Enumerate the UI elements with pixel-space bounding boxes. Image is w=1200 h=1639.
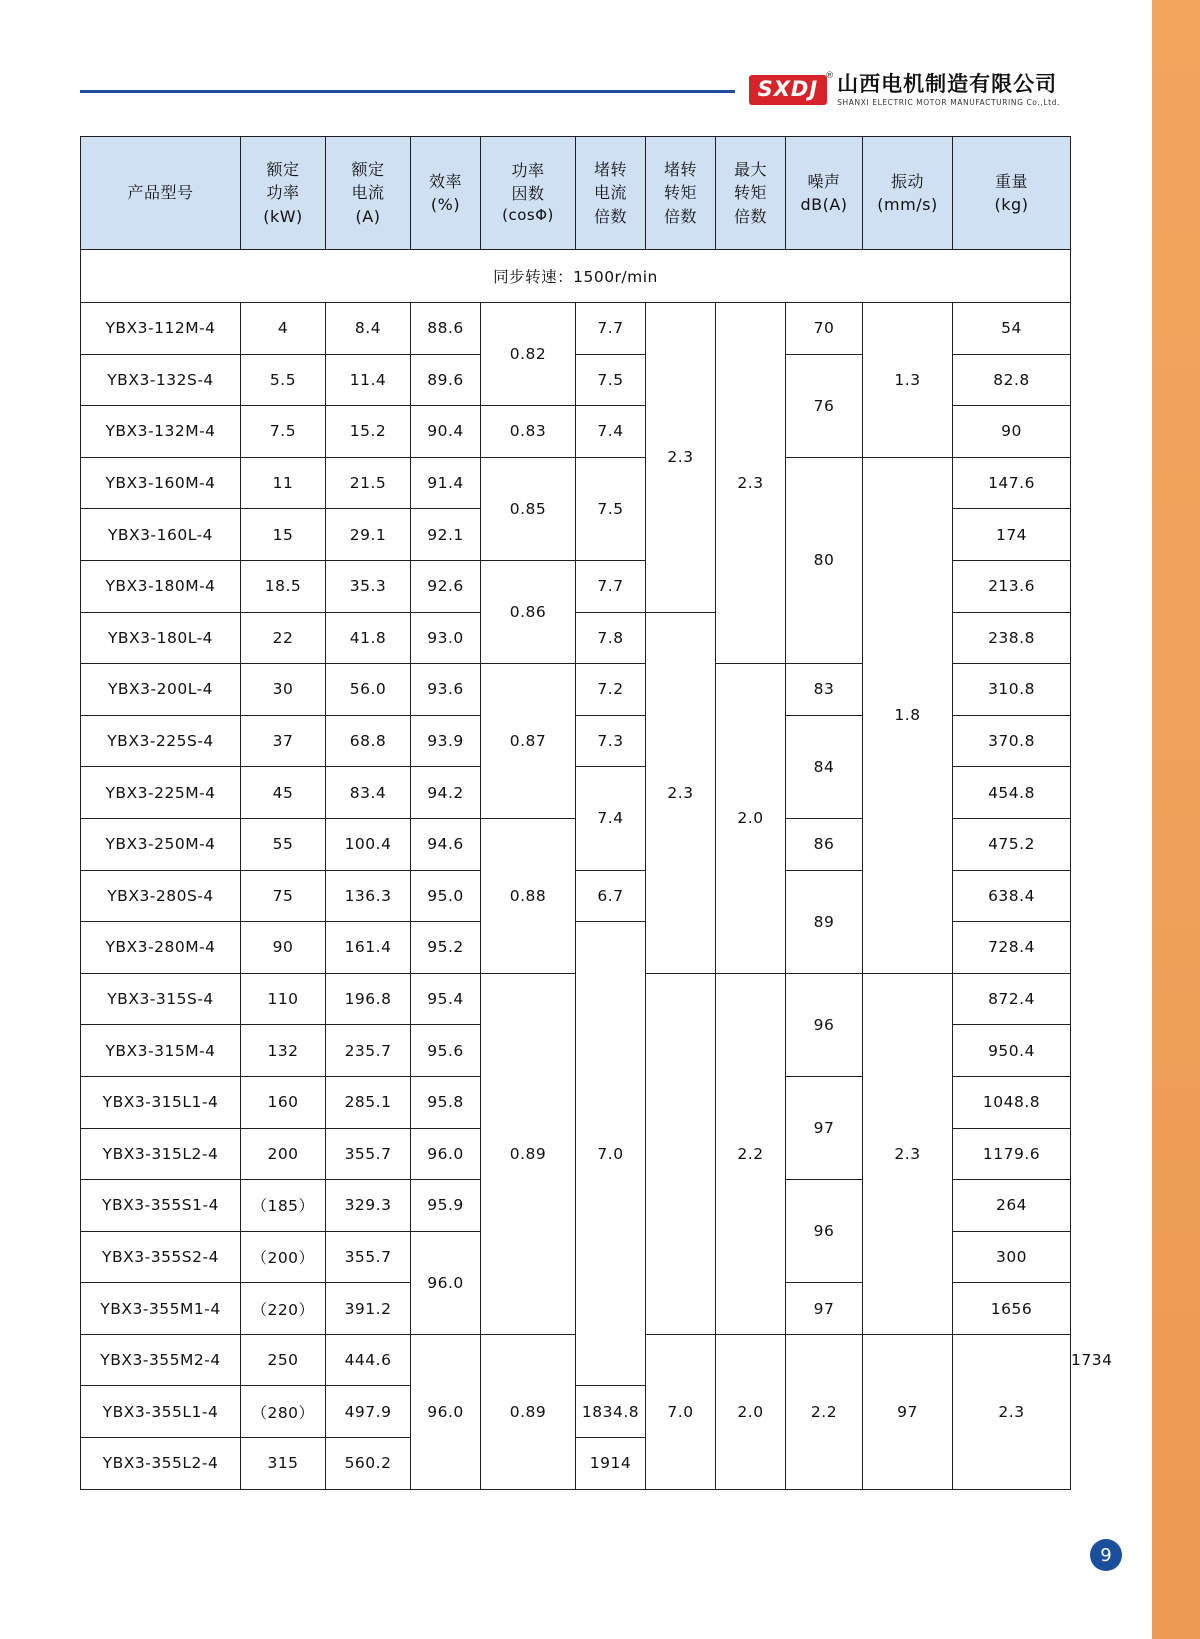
cell-max-torque: 2.2 (786, 1334, 863, 1489)
cell-weight: 638.4 (953, 870, 1071, 922)
registered-mark-icon: ® (825, 71, 835, 82)
company-name-cn: 山西电机制造有限公司 (837, 72, 1058, 97)
cell-locked-torque: 2.0 (716, 1334, 786, 1489)
cell-locked-torque: 2.3 (646, 303, 716, 613)
cell-efficiency: 94.6 (411, 818, 481, 870)
cell-locked-current: 7.0 (576, 922, 646, 1386)
cell-model: YBX3-160M-4 (81, 457, 241, 509)
cell-vibration: 1.8 (863, 457, 953, 973)
cell-efficiency: 96.0 (411, 1128, 481, 1180)
cell-locked-current: 6.7 (576, 870, 646, 922)
cell-power: （220） (241, 1283, 326, 1335)
cell-weight: 310.8 (953, 664, 1071, 716)
cell-current: 444.6 (326, 1334, 411, 1386)
section-title: 同步转速：1500r/min (81, 250, 1071, 303)
cell-model: YBX3-280M-4 (81, 922, 241, 974)
cell-noise: 97 (786, 1076, 863, 1179)
section-title-row (81, 250, 1071, 303)
cell-efficiency: 95.2 (411, 922, 481, 974)
cell-current: 21.5 (326, 457, 411, 509)
cell-power: 15 (241, 509, 326, 561)
cell-power: 250 (241, 1334, 326, 1386)
cell-max-torque: 2.0 (716, 664, 786, 974)
cell-weight: 264 (953, 1180, 1071, 1232)
col-header-rated-power: 额定 功率 (kW) (241, 137, 326, 250)
cell-power: 11 (241, 457, 326, 509)
cell-efficiency: 95.8 (411, 1076, 481, 1128)
cell-vibration: 2.3 (863, 973, 953, 1334)
cell-current: 355.7 (326, 1128, 411, 1180)
cell-weight: 174 (953, 509, 1071, 561)
cell-power-factor: 0.86 (481, 560, 576, 663)
cell-power: （200） (241, 1231, 326, 1283)
cell-current: 68.8 (326, 715, 411, 767)
cell-model: YBX3-355M1-4 (81, 1283, 241, 1335)
table-header-row (81, 137, 1071, 250)
cell-model: YBX3-132M-4 (81, 406, 241, 458)
col-header-model: 产品型号 (81, 137, 241, 250)
cell-current: 391.2 (326, 1283, 411, 1335)
cell-current: 15.2 (326, 406, 411, 458)
cell-noise: 70 (786, 303, 863, 355)
cell-power: 110 (241, 973, 326, 1025)
cell-model: YBX3-355M2-4 (81, 1334, 241, 1386)
cell-power: 315 (241, 1438, 326, 1490)
cell-efficiency: 92.6 (411, 560, 481, 612)
cell-weight: 54 (953, 303, 1071, 355)
cell-locked-current: 7.5 (576, 354, 646, 406)
cell-power: 55 (241, 818, 326, 870)
cell-current: 560.2 (326, 1438, 411, 1490)
cell-weight: 300 (953, 1231, 1071, 1283)
cell-current: 41.8 (326, 612, 411, 664)
cell-efficiency: 96.0 (411, 1231, 481, 1334)
cell-efficiency: 93.0 (411, 612, 481, 664)
cell-locked-torque (646, 973, 716, 1334)
cell-current: 35.3 (326, 560, 411, 612)
cell-noise: 96 (786, 1180, 863, 1283)
cell-efficiency: 95.6 (411, 1025, 481, 1077)
cell-noise: 96 (786, 973, 863, 1076)
cell-current: 100.4 (326, 818, 411, 870)
cell-power: （185） (241, 1180, 326, 1232)
cell-power-factor: 0.87 (481, 664, 576, 819)
cell-power: 75 (241, 870, 326, 922)
cell-weight: 90 (953, 406, 1071, 458)
cell-efficiency: 94.2 (411, 767, 481, 819)
cell-power: 4 (241, 303, 326, 355)
cell-weight: 950.4 (953, 1025, 1071, 1077)
cell-efficiency: 96.0 (411, 1334, 481, 1489)
cell-locked-current: 7.4 (576, 406, 646, 458)
cell-noise: 84 (786, 715, 863, 818)
cell-weight: 1179.6 (953, 1128, 1071, 1180)
col-header-max-torque: 最大 转矩 倍数 (716, 137, 786, 250)
cell-weight: 728.4 (953, 922, 1071, 974)
cell-efficiency: 93.9 (411, 715, 481, 767)
cell-noise: 97 (863, 1334, 953, 1489)
page-number-badge: 9 (1090, 1539, 1122, 1571)
cell-weight: 213.6 (953, 560, 1071, 612)
cell-weight: 238.8 (953, 612, 1071, 664)
cell-efficiency: 95.4 (411, 973, 481, 1025)
col-header-noise: 噪声 dB(A) (786, 137, 863, 250)
cell-model: YBX3-250M-4 (81, 818, 241, 870)
cell-current: 329.3 (326, 1180, 411, 1232)
cell-current: 83.4 (326, 767, 411, 819)
cell-current: 136.3 (326, 870, 411, 922)
cell-model: YBX3-200L-4 (81, 664, 241, 716)
cell-model: YBX3-355L2-4 (81, 1438, 241, 1490)
cell-efficiency: 91.4 (411, 457, 481, 509)
cell-model: YBX3-280S-4 (81, 870, 241, 922)
cell-current: 29.1 (326, 509, 411, 561)
cell-power: （280） (241, 1386, 326, 1438)
cell-weight: 1048.8 (953, 1076, 1071, 1128)
cell-noise: 97 (786, 1283, 863, 1335)
cell-model: YBX3-180M-4 (81, 560, 241, 612)
cell-model: YBX3-132S-4 (81, 354, 241, 406)
cell-current: 285.1 (326, 1076, 411, 1128)
cell-power: 160 (241, 1076, 326, 1128)
logo-mark: SXDJ (749, 75, 828, 105)
cell-locked-current: 7.5 (576, 457, 646, 560)
cell-efficiency: 88.6 (411, 303, 481, 355)
cell-max-torque: 2.3 (716, 303, 786, 664)
table-row: YBX3-355M2-4 250 444.6 96.0 0.89 7.0 2.0 2.2 97 2.3 1734 (81, 1334, 1071, 1386)
cell-vibration: 1.3 (863, 303, 953, 458)
cell-weight: 872.4 (953, 973, 1071, 1025)
cell-noise: 76 (786, 354, 863, 457)
col-header-weight: 重量 (kg) (953, 137, 1071, 250)
col-header-locked-rotor-current: 堵转 电流 倍数 (576, 137, 646, 250)
cell-weight: 147.6 (953, 457, 1071, 509)
cell-weight: 1834.8 (576, 1386, 646, 1438)
table-body (81, 250, 1113, 1490)
page-edge-gap (1146, 0, 1152, 1639)
cell-weight: 82.8 (953, 354, 1071, 406)
cell-noise: 86 (786, 818, 863, 870)
cell-model: YBX3-315L1-4 (81, 1076, 241, 1128)
cell-power-factor: 0.82 (481, 303, 576, 406)
cell-locked-torque: 2.3 (646, 612, 716, 973)
cell-noise: 83 (786, 664, 863, 716)
cell-locked-current: 7.3 (576, 715, 646, 767)
cell-model: YBX3-225M-4 (81, 767, 241, 819)
cell-weight: 370.8 (953, 715, 1071, 767)
company-logo (735, 62, 1070, 118)
cell-model: YBX3-315L2-4 (81, 1128, 241, 1180)
cell-power: 18.5 (241, 560, 326, 612)
cell-model: YBX3-355L1-4 (81, 1386, 241, 1438)
cell-current: 161.4 (326, 922, 411, 974)
cell-power-factor: 0.89 (481, 1334, 576, 1489)
cell-power: 22 (241, 612, 326, 664)
page-edge-band (1152, 0, 1200, 1639)
table-row (81, 457, 1071, 509)
cell-power: 90 (241, 922, 326, 974)
cell-efficiency: 93.6 (411, 664, 481, 716)
cell-locked-current: 7.7 (576, 303, 646, 355)
cell-locked-current: 7.8 (576, 612, 646, 664)
cell-power: 45 (241, 767, 326, 819)
logo-text-block (825, 71, 1070, 107)
cell-current: 8.4 (326, 303, 411, 355)
cell-current: 235.7 (326, 1025, 411, 1077)
cell-weight: 454.8 (953, 767, 1071, 819)
table-header (81, 137, 1071, 250)
col-header-efficiency: 效率 (%) (411, 137, 481, 250)
cell-current: 355.7 (326, 1231, 411, 1283)
cell-efficiency: 90.4 (411, 406, 481, 458)
cell-current: 11.4 (326, 354, 411, 406)
cell-model: YBX3-355S1-4 (81, 1180, 241, 1232)
cell-power-factor: 0.88 (481, 818, 576, 973)
cell-noise: 80 (786, 457, 863, 663)
cell-locked-current: 7.2 (576, 664, 646, 716)
page-header (80, 62, 1070, 118)
cell-vibration: 2.3 (953, 1334, 1071, 1489)
cell-locked-current: 7.7 (576, 560, 646, 612)
col-header-rated-current: 额定 电流 (A) (326, 137, 411, 250)
cell-power: 132 (241, 1025, 326, 1077)
cell-model: YBX3-225S-4 (81, 715, 241, 767)
cell-power-factor: 0.85 (481, 457, 576, 560)
cell-noise: 89 (786, 870, 863, 973)
col-header-power-factor: 功率 因数 (cosΦ) (481, 137, 576, 250)
cell-model: YBX3-160L-4 (81, 509, 241, 561)
col-header-locked-rotor-torque: 堵转 转矩 倍数 (646, 137, 716, 250)
cell-current: 497.9 (326, 1386, 411, 1438)
cell-power: 37 (241, 715, 326, 767)
cell-weight: 1914 (576, 1438, 646, 1490)
cell-efficiency: 92.1 (411, 509, 481, 561)
cell-power: 200 (241, 1128, 326, 1180)
cell-power: 5.5 (241, 354, 326, 406)
cell-power-factor: 0.83 (481, 406, 576, 458)
cell-efficiency: 95.9 (411, 1180, 481, 1232)
cell-model: YBX3-355S2-4 (81, 1231, 241, 1283)
cell-current: 196.8 (326, 973, 411, 1025)
cell-model: YBX3-315M-4 (81, 1025, 241, 1077)
cell-power-factor: 0.89 (481, 973, 576, 1334)
cell-efficiency: 95.0 (411, 870, 481, 922)
cell-weight: 1656 (953, 1283, 1071, 1335)
cell-efficiency: 89.6 (411, 354, 481, 406)
cell-power: 30 (241, 664, 326, 716)
cell-locked-current: 7.0 (646, 1334, 716, 1489)
specification-table (80, 136, 1113, 1490)
cell-model: YBX3-112M-4 (81, 303, 241, 355)
cell-max-torque: 2.2 (716, 973, 786, 1334)
cell-locked-current: 7.4 (576, 767, 646, 870)
cell-model: YBX3-315S-4 (81, 973, 241, 1025)
cell-power: 7.5 (241, 406, 326, 458)
cell-model: YBX3-180L-4 (81, 612, 241, 664)
table-row (81, 303, 1071, 355)
cell-weight: 475.2 (953, 818, 1071, 870)
company-name-en: SHANXI ELECTRIC MOTOR MANUFACTURING Co.,Ltd. (837, 97, 1060, 107)
cell-current: 56.0 (326, 664, 411, 716)
col-header-vibration: 振动 (mm/s) (863, 137, 953, 250)
